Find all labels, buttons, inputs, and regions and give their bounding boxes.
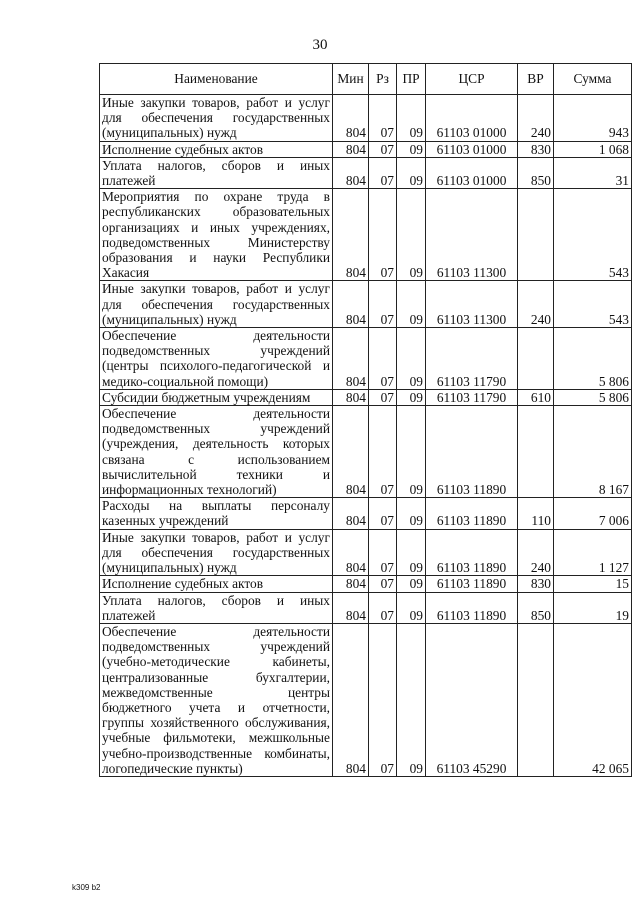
cell-vr — [518, 328, 554, 390]
cell-sum: 1 127 — [554, 529, 632, 576]
table-row — [100, 406, 632, 498]
cell-name: Исполнение судебных актов — [100, 141, 333, 157]
cell-vr: 240 — [518, 529, 554, 576]
cell-rz: 07 — [369, 328, 397, 390]
header-vr: ВР — [518, 64, 554, 95]
header-csr: ЦСР — [426, 64, 518, 95]
cell-pr: 09 — [397, 592, 426, 623]
cell-csr: 61103 11890 — [426, 592, 518, 623]
cell-csr: 61103 01000 — [426, 157, 518, 188]
cell-sum: 7 006 — [554, 498, 632, 529]
cell-name: Иные закупки товаров, работ и услуг для обеспечения государственных (муниципальных) нужд — [100, 95, 333, 142]
cell-rz: 07 — [369, 576, 397, 592]
header-sum: Сумма — [554, 64, 632, 95]
cell-csr: 61103 01000 — [426, 95, 518, 142]
table-row — [100, 623, 632, 776]
cell-name: Субсидии бюджетным учреждениям — [100, 389, 333, 405]
cell-vr: 830 — [518, 141, 554, 157]
cell-csr: 61103 11890 — [426, 406, 518, 498]
cell-vr — [518, 189, 554, 281]
page-number: 30 — [312, 37, 328, 53]
cell-csr: 61103 01000 — [426, 141, 518, 157]
cell-vr: 610 — [518, 389, 554, 405]
cell-vr: 850 — [518, 157, 554, 188]
cell-min: 804 — [333, 281, 369, 328]
cell-min: 804 — [333, 141, 369, 157]
cell-csr: 61103 11790 — [426, 389, 518, 405]
cell-rz: 07 — [369, 281, 397, 328]
cell-pr: 09 — [397, 328, 426, 390]
cell-min: 804 — [333, 406, 369, 498]
budget-table — [99, 63, 632, 777]
cell-min: 804 — [333, 529, 369, 576]
header-min: Мин — [333, 64, 369, 95]
cell-pr: 09 — [397, 141, 426, 157]
header-name: Наименование — [100, 64, 333, 95]
cell-csr: 61103 11790 — [426, 328, 518, 390]
cell-name: Исполнение судебных актов — [100, 576, 333, 592]
cell-csr: 61103 11300 — [426, 189, 518, 281]
cell-sum: 943 — [554, 95, 632, 142]
cell-name: Обеспечение деятельности подведомственных учреждений (учреждения, деятельность которых связана с использованием вычислительной техники и информационных технологий) — [100, 406, 333, 498]
cell-name: Обеспечение деятельности подведомственных учреждений (учебно-методические кабинеты, централизованные бухгалтерии, межведомственные центры бюджетного учета и отчетности, группы хозяйственного обслуживания, учебные фильмотеки, межшкольные учебно-производственные комбинаты, логопедические пункты) — [100, 623, 333, 776]
table-row — [100, 328, 632, 390]
table-row — [100, 592, 632, 623]
table-row — [100, 141, 632, 157]
cell-rz: 07 — [369, 95, 397, 142]
cell-sum: 543 — [554, 281, 632, 328]
cell-pr: 09 — [397, 498, 426, 529]
cell-sum: 1 068 — [554, 141, 632, 157]
footer-code: k309 b2 — [72, 883, 101, 892]
cell-csr: 61103 11890 — [426, 498, 518, 529]
header-pr: ПР — [397, 64, 426, 95]
cell-pr: 09 — [397, 189, 426, 281]
cell-name: Обеспечение деятельности подведомственных учреждений (центры психолого-педагогической и медико-социальной помощи) — [100, 328, 333, 390]
cell-rz: 07 — [369, 529, 397, 576]
cell-min: 804 — [333, 592, 369, 623]
cell-pr: 09 — [397, 576, 426, 592]
table-row — [100, 529, 632, 576]
table-row — [100, 95, 632, 142]
cell-name: Иные закупки товаров, работ и услуг для обеспечения государственных (муниципальных) нужд — [100, 281, 333, 328]
cell-min: 804 — [333, 498, 369, 529]
cell-name: Мероприятия по охране труда в республиканских образовательных организациях и иных учреждениях, подведомственных Министерству образования и науки Республики Хакасия — [100, 189, 333, 281]
cell-vr — [518, 406, 554, 498]
cell-min: 804 — [333, 576, 369, 592]
cell-rz: 07 — [369, 141, 397, 157]
cell-rz: 07 — [369, 157, 397, 188]
table-row — [100, 157, 632, 188]
cell-rz: 07 — [369, 389, 397, 405]
cell-min: 804 — [333, 328, 369, 390]
cell-min: 804 — [333, 157, 369, 188]
cell-name: Уплата налогов, сборов и иных платежей — [100, 592, 333, 623]
cell-pr: 09 — [397, 95, 426, 142]
cell-rz: 07 — [369, 498, 397, 529]
cell-vr: 110 — [518, 498, 554, 529]
cell-name: Уплата налогов, сборов и иных платежей — [100, 157, 333, 188]
cell-sum: 8 167 — [554, 406, 632, 498]
cell-name: Расходы на выплаты персоналу казенных учреждений — [100, 498, 333, 529]
cell-csr: 61103 11300 — [426, 281, 518, 328]
cell-pr: 09 — [397, 157, 426, 188]
cell-min: 804 — [333, 189, 369, 281]
cell-vr: 240 — [518, 95, 554, 142]
cell-name: Иные закупки товаров, работ и услуг для обеспечения государственных (муниципальных) нужд — [100, 529, 333, 576]
cell-rz: 07 — [369, 406, 397, 498]
cell-pr: 09 — [397, 529, 426, 576]
cell-sum: 543 — [554, 189, 632, 281]
table-row — [100, 389, 632, 405]
table-row — [100, 281, 632, 328]
cell-vr: 830 — [518, 576, 554, 592]
cell-rz: 07 — [369, 623, 397, 776]
cell-min: 804 — [333, 389, 369, 405]
cell-pr: 09 — [397, 389, 426, 405]
cell-min: 804 — [333, 95, 369, 142]
cell-rz: 07 — [369, 189, 397, 281]
cell-pr: 09 — [397, 281, 426, 328]
cell-vr — [518, 623, 554, 776]
cell-csr: 61103 11890 — [426, 576, 518, 592]
cell-pr: 09 — [397, 406, 426, 498]
cell-vr: 850 — [518, 592, 554, 623]
cell-rz: 07 — [369, 592, 397, 623]
cell-vr: 240 — [518, 281, 554, 328]
cell-min: 804 — [333, 623, 369, 776]
cell-sum: 42 065 — [554, 623, 632, 776]
cell-sum: 5 806 — [554, 328, 632, 390]
table-header-row — [100, 64, 632, 95]
cell-sum: 15 — [554, 576, 632, 592]
header-rz: Рз — [369, 64, 397, 95]
cell-sum: 5 806 — [554, 389, 632, 405]
cell-pr: 09 — [397, 623, 426, 776]
cell-csr: 61103 45290 — [426, 623, 518, 776]
cell-sum: 31 — [554, 157, 632, 188]
cell-csr: 61103 11890 — [426, 529, 518, 576]
table-row — [100, 189, 632, 281]
table-row — [100, 576, 632, 592]
cell-sum: 19 — [554, 592, 632, 623]
table-row — [100, 498, 632, 529]
